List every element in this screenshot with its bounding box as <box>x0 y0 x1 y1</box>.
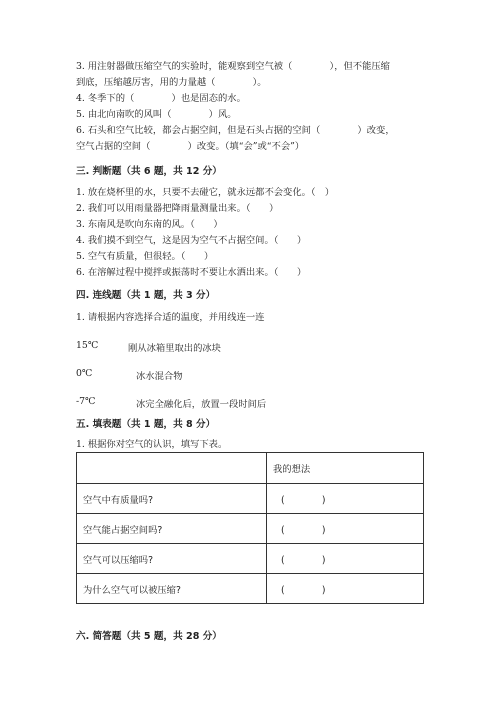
table-row <box>77 544 424 574</box>
fill-line-6b: 空气占据的空间（ ）改变。（填“会”或“不会”） <box>76 141 305 152</box>
match-question: 1. 请根据内容选择合适的温度，并用线连一连 <box>76 312 265 323</box>
air-table <box>76 452 424 604</box>
table-question-cell: 为什么空气可以被压缩? <box>77 574 267 604</box>
match-temp-2: 0℃ <box>76 368 93 379</box>
table-question: 1. 根据你对空气的认识，填写下表。 <box>76 439 228 450</box>
section4-title: 四. 连线题（共 1 题，共 3 分） <box>76 290 216 301</box>
table-row <box>77 514 424 544</box>
table-header-blank <box>77 453 267 484</box>
match-temp-1: 15℃ <box>76 340 99 351</box>
table-answer-cell[interactable]: ( ) <box>267 514 424 544</box>
judge-item-3: 3. 东南风是吹向东南的风。（ ） <box>76 219 223 230</box>
section6-title: 六. 简答题（共 5 题，共 28 分） <box>76 631 222 642</box>
judge-item-5: 5. 空气有质量，但很轻。（ ） <box>76 251 214 262</box>
section3-title: 三. 判断题（共 6 题，共 12 分） <box>76 166 222 177</box>
table-question-cell: 空气中有质量吗? <box>77 484 267 514</box>
judge-item-4: 4. 我们摸不到空气，这是因为空气不占据空间。（ ） <box>76 235 307 246</box>
section5-title: 五. 填表题（共 1 题，共 8 分） <box>76 419 216 430</box>
table-row <box>77 484 424 514</box>
table-header-thoughts: 我的想法 <box>267 453 424 484</box>
fill-line-4: 4. 冬季下的（ ）也是固态的水。 <box>76 93 246 104</box>
table-answer-cell[interactable]: ( ) <box>267 574 424 604</box>
table-question-cell: 空气可以压缩吗? <box>77 544 267 574</box>
judge-item-2: 2. 我们可以用雨量器把降雨量测量出来。（ ） <box>76 203 279 214</box>
fill-line-6a: 6. 石头和空气比较，都会占据空间，但是石头占据的空间（ ）改变， <box>76 125 395 136</box>
fill-line-3a: 3. 用注射器做压缩空气的实验时，能观察到空气被（ ），但不能压缩 <box>76 61 390 72</box>
match-desc-3: 冰完全融化后，放置一段时间后 <box>136 399 267 410</box>
match-temp-3: -7℃ <box>76 396 96 407</box>
judge-item-6: 6. 在溶解过程中搅拌或振荡时不要让水洒出来。（ ） <box>76 267 307 278</box>
table-answer-cell[interactable]: ( ) <box>267 544 424 574</box>
table-question-cell: 空气能占据空间吗? <box>77 514 267 544</box>
fill-line-5: 5. 由北向南吹的风叫（ ）风。 <box>76 109 237 120</box>
fill-line-3b: 到底，压缩越厉害，用的力量越（ ）。 <box>76 77 267 88</box>
table-row <box>77 574 424 604</box>
table-header-row <box>77 453 424 484</box>
match-desc-1: 刚从冰箱里取出的冰块 <box>128 343 221 354</box>
judge-item-1: 1. 放在烧杯里的水，只要不去碰它，就永远都不会变化。（ ） <box>76 187 335 198</box>
table-answer-cell[interactable]: ( ) <box>267 484 424 514</box>
match-desc-2-visible: 冰水混合物 <box>136 371 183 382</box>
